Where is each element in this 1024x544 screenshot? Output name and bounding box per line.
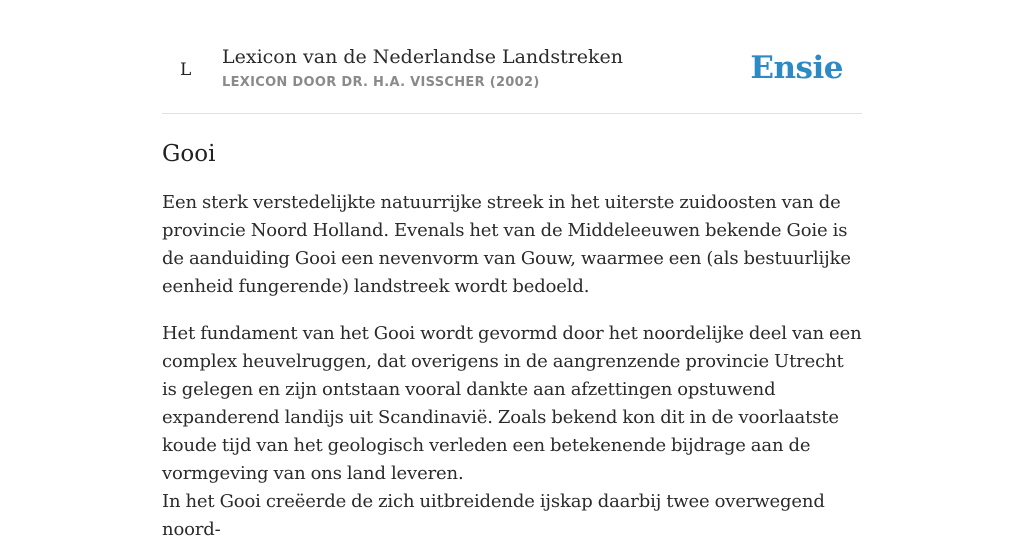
paragraph: Een sterk verstedelijkte natuurrijke streek in het uiterste zuidoosten van de provincie Noord Holland. Evenals het van de Middeleeuwen bekende Goie is de aanduiding Gooi een nevenvorm van Gouw, waarmee een (als bestuurlijke eenheid fungerende) landstreek wordt bedoeld. bbox=[162, 192, 851, 297]
brand-logo[interactable]: Ensie bbox=[750, 50, 843, 86]
entry-title: Gooi bbox=[162, 141, 216, 167]
book-logo[interactable]: L bbox=[180, 60, 192, 80]
paragraph: Het fundament van het Gooi wordt gevormd door het noordelijke deel van een complex heuvelruggen, dat overigens in de aangrenzende provincie Utrecht is gelegen en zijn ontstaan vooral dankte aan afzettingen opstuwend expanderend landijs uit Scandinavië. Zoals bekend kon dit in de voorlaatste koude tijd van het geologisch verleden een betekenende bijdrage aan de vormgeving van ons land leveren. bbox=[162, 323, 862, 484]
header bbox=[162, 0, 862, 114]
page bbox=[162, 0, 862, 544]
book-title[interactable]: Lexicon van de Nederlandse Landstreken bbox=[222, 46, 624, 68]
book-subtitle: LEXICON DOOR DR. H.A. VISSCHER (2002) bbox=[222, 75, 540, 90]
paragraph: In het Gooi creëerde de zich uitbreidende ijskap daarbij twee overwegend noord- bbox=[162, 491, 825, 540]
